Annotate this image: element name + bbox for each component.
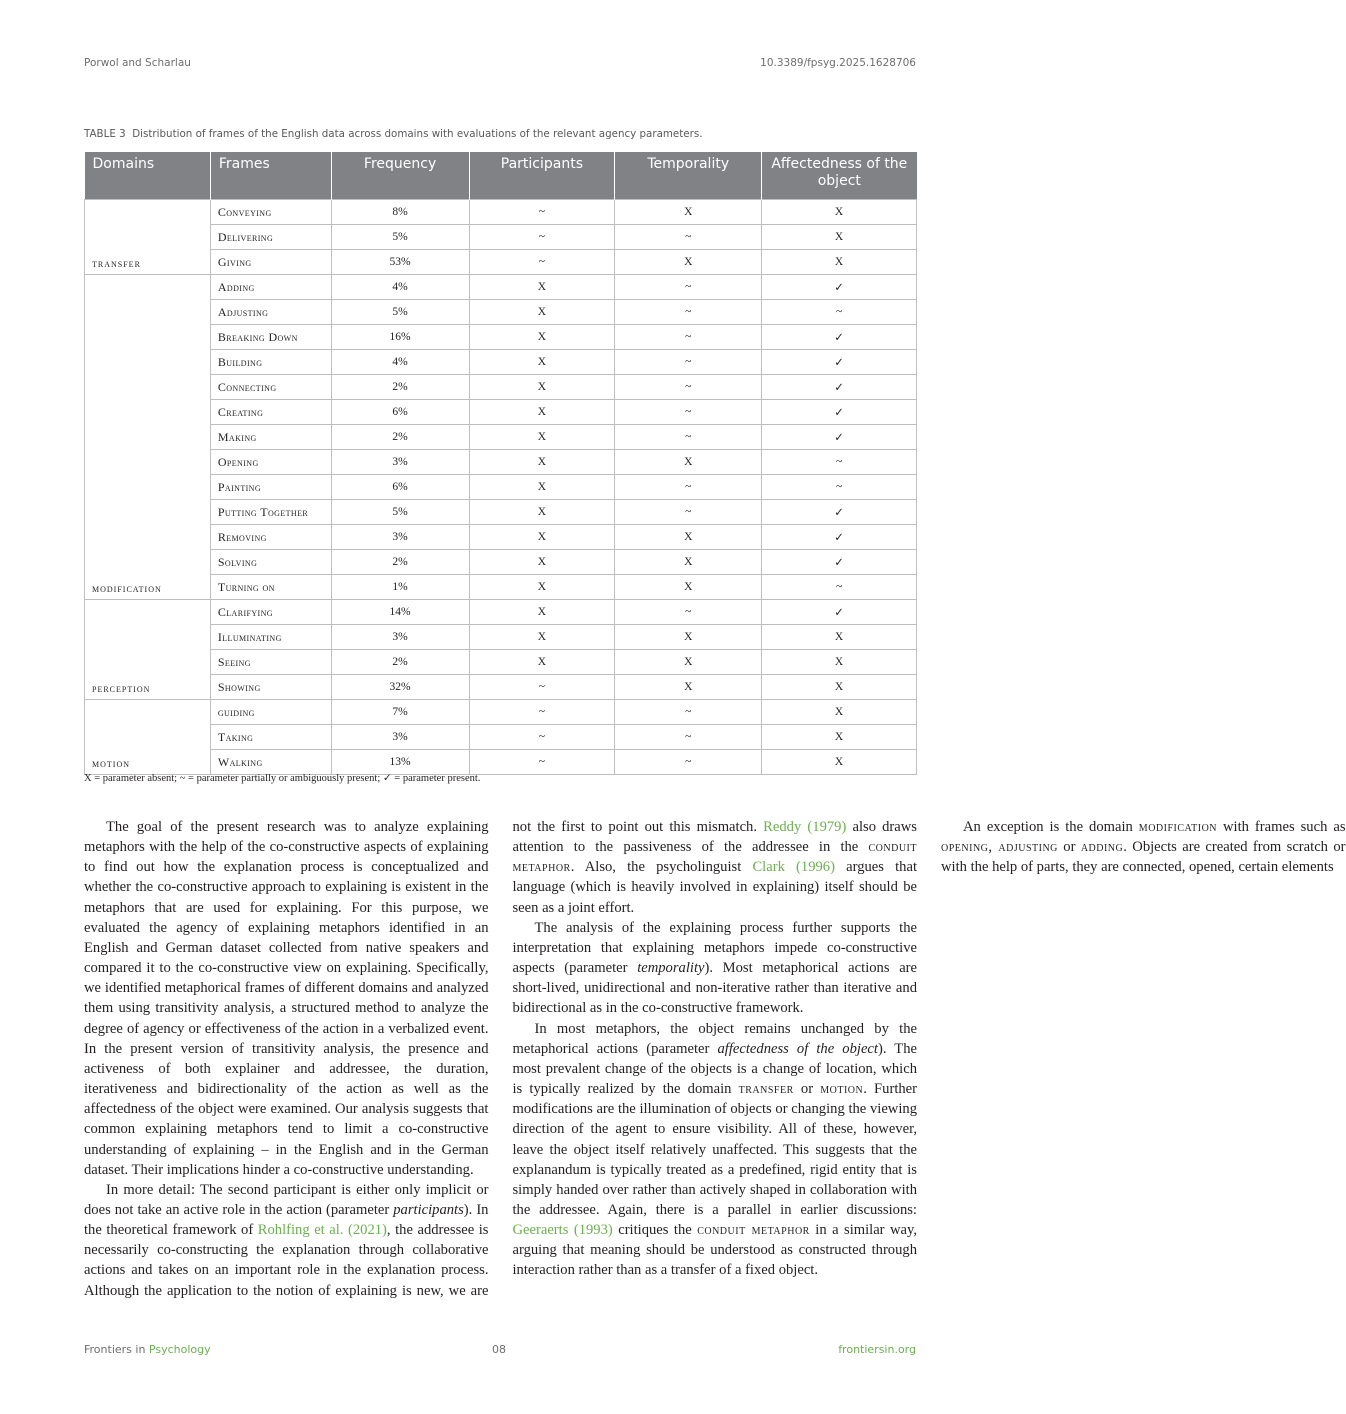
- footer-site-link[interactable]: frontiersin.org: [838, 1343, 916, 1356]
- frequency-cell: 5%: [331, 500, 469, 525]
- affectedness-cell: ✓: [762, 325, 917, 350]
- frequency-cell: 1%: [331, 575, 469, 600]
- frequency-cell: 14%: [331, 600, 469, 625]
- table-caption-text: Distribution of frames of the English data across domains with evaluations of the relevant agency parameters.: [132, 128, 703, 140]
- page-number: 08: [492, 1343, 506, 1356]
- temporality-cell: X: [615, 250, 762, 275]
- affectedness-cell: ✓: [762, 425, 917, 450]
- frame-cell: Giving: [210, 250, 331, 275]
- participants-cell: X: [469, 425, 615, 450]
- footer-journal: [84, 1343, 211, 1356]
- frame-cell: Putting Together: [210, 500, 331, 525]
- temporality-cell: X: [615, 450, 762, 475]
- column-header: Frames: [210, 152, 331, 200]
- text-run: . Further modifications are the illumination of objects or changing the viewing direction of the agent to ensure visibility. All of these, however, leave the object itself relatively unaffected. This suggests that the explanandum is typically treated as a predefined, rigid entity that is simply handed over rather than actively shaped in collaboration with the addressee. Again, there is a parallel in earlier discussions:: [512, 1081, 918, 1218]
- column-header: Participants: [469, 152, 615, 200]
- frame-cell: Delivering: [210, 225, 331, 250]
- affectedness-cell: X: [762, 675, 917, 700]
- affectedness-cell: X: [762, 725, 917, 750]
- text-run: also draws attention to the passiveness of the addressee in the: [512, 819, 917, 856]
- frequency-cell: 7%: [331, 700, 469, 725]
- participants-cell: X: [469, 325, 615, 350]
- participants-cell: ~: [469, 725, 615, 750]
- column-header: Domains: [85, 152, 211, 200]
- participants-cell: ~: [469, 200, 615, 225]
- participants-cell: X: [469, 350, 615, 375]
- frame-cell: Building: [210, 350, 331, 375]
- text-run: conduit metaphor: [697, 1222, 810, 1239]
- table-footnote: X = parameter absent; ~ = parameter partially or ambiguously present; ✓ = parameter present.: [84, 773, 481, 784]
- frequency-cell: 5%: [331, 300, 469, 325]
- temporality-cell: ~: [615, 275, 762, 300]
- temporality-cell: ~: [615, 700, 762, 725]
- paragraph: [84, 817, 489, 1180]
- text-run: . Objects are created from scratch or with the help of parts, they are connected, opened, certain elements: [941, 839, 1346, 876]
- temporality-cell: ~: [615, 725, 762, 750]
- temporality-cell: ~: [615, 375, 762, 400]
- text-run: modification: [1138, 819, 1218, 835]
- frequency-cell: 2%: [331, 375, 469, 400]
- affectedness-cell: X: [762, 750, 917, 775]
- frequency-cell: 6%: [331, 475, 469, 500]
- frame-cell: Painting: [210, 475, 331, 500]
- affectedness-cell: X: [762, 625, 917, 650]
- temporality-cell: ~: [615, 225, 762, 250]
- frame-cell: Adding: [210, 275, 331, 300]
- temporality-cell: ~: [615, 350, 762, 375]
- running-header-doi: 10.3389/fpsyg.2025.1628706: [760, 57, 916, 69]
- temporality-cell: X: [615, 625, 762, 650]
- frame-cell: Connecting: [210, 375, 331, 400]
- affectedness-cell: ✓: [762, 400, 917, 425]
- temporality-cell: X: [615, 650, 762, 675]
- text-run: with frames such as: [1217, 819, 1346, 835]
- frequency-cell: 2%: [331, 425, 469, 450]
- domain-cell: motion: [85, 700, 211, 775]
- table-caption: [84, 128, 703, 140]
- text-run: conduit metaphor: [512, 839, 917, 876]
- paragraph: [941, 817, 1346, 877]
- frequency-cell: 3%: [331, 525, 469, 550]
- text-run: In more detail: The second participant is either only implicit or does not take an active role in the action (parameter: [84, 1181, 489, 1218]
- frame-cell: Illuminating: [210, 625, 331, 650]
- column-header: Affectedness of the object: [762, 152, 917, 200]
- text-run: The analysis of the explaining process further supports the interpretation that explaining metaphors impede co-constructive aspects (parameter: [512, 919, 917, 977]
- text-run: opening, adjusting: [941, 839, 1058, 856]
- footer-journal-name: Psychology: [148, 1343, 211, 1356]
- body-text: [84, 817, 1346, 1303]
- temporality-cell: ~: [615, 600, 762, 625]
- frame-cell: Clarifying: [210, 600, 331, 625]
- affectedness-cell: ✓: [762, 550, 917, 575]
- citation-link[interactable]: Geeraerts (1993): [512, 1222, 613, 1239]
- frequency-cell: 6%: [331, 400, 469, 425]
- table-row: [85, 600, 917, 625]
- participants-cell: X: [469, 600, 615, 625]
- frame-cell: Breaking Down: [210, 325, 331, 350]
- frame-cell: Seeing: [210, 650, 331, 675]
- paragraph: [513, 1019, 918, 1281]
- text-run: motion: [820, 1081, 864, 1098]
- participants-cell: ~: [469, 750, 615, 775]
- participants-cell: X: [469, 500, 615, 525]
- text-run: . Also, the psycholinguist: [570, 859, 753, 876]
- frame-cell: Walking: [210, 750, 331, 775]
- temporality-cell: ~: [615, 425, 762, 450]
- frequency-cell: 2%: [331, 650, 469, 675]
- text-run: transfer: [738, 1081, 794, 1098]
- participants-cell: X: [469, 300, 615, 325]
- affectedness-cell: X: [762, 225, 917, 250]
- frequency-cell: 4%: [331, 275, 469, 300]
- frequency-cell: 16%: [331, 325, 469, 350]
- temporality-cell: X: [615, 575, 762, 600]
- paragraph: [513, 918, 918, 1019]
- frequency-cell: 53%: [331, 250, 469, 275]
- affectedness-cell: X: [762, 250, 917, 275]
- participants-cell: X: [469, 550, 615, 575]
- affectedness-cell: ~: [762, 475, 917, 500]
- participants-cell: ~: [469, 700, 615, 725]
- text-run: critiques the: [612, 1222, 698, 1239]
- affectedness-cell: ~: [762, 575, 917, 600]
- affectedness-cell: ✓: [762, 375, 917, 400]
- frame-cell: Turning on: [210, 575, 331, 600]
- text-run: or: [793, 1081, 821, 1098]
- frame-cell: Conveying: [210, 200, 331, 225]
- footer-journal-prefix: Frontiers in: [84, 1343, 149, 1356]
- text-run: or: [1057, 839, 1081, 856]
- participants-cell: X: [469, 450, 615, 475]
- affectedness-cell: ~: [762, 450, 917, 475]
- affectedness-cell: X: [762, 200, 917, 225]
- frame-cell: Solving: [210, 550, 331, 575]
- frame-cell: Making: [210, 425, 331, 450]
- column-header: Temporality: [615, 152, 762, 200]
- table-row: [85, 200, 917, 225]
- affectedness-cell: ✓: [762, 525, 917, 550]
- table-row: [85, 275, 917, 300]
- temporality-cell: ~: [615, 300, 762, 325]
- frame-cell: Showing: [210, 675, 331, 700]
- frequency-cell: 3%: [331, 450, 469, 475]
- citation-link[interactable]: Reddy (1979): [763, 819, 847, 835]
- affectedness-cell: ✓: [762, 600, 917, 625]
- text-run: ). Most metaphorical actions are short-lived, unidirectional and non-iterative rather than iterative and bidirectional as in the co-constructive framework.: [512, 960, 918, 1017]
- frame-cell: Removing: [210, 525, 331, 550]
- domain-cell: transfer: [85, 200, 211, 275]
- text-run: The goal of the present research was to analyze explaining metaphors with the help of the co-constructive aspects of explaining to find out how the explanation process is conceptualized and whether the co-constructive approach to explaining is existent in the metaphors that are used for explaining. For this purpose, we evaluated the agency of explaining metaphors identified in an English and German dataset collected from native speakers and compared it to the co-constructive view on explaining. Specifically, we identified metaphorical frames of different domains and analyzed them using transitivity analysis, a structured method to analyze the degree of agency or effectiveness of the action in a verbalized event. In the present version of transitivity analysis, the presence and activeness of both explainer and addressee, the duration, iterativeness and bidirectionality of the action as well as the affectedness of the object were examined. Our analysis suggests that common explaining metaphors tend to limit a co-constructive understanding of explaining – in the English and in the German dataset. Their implications hinder a co-constructive understanding.: [84, 819, 489, 1178]
- column-header: Frequency: [331, 152, 469, 200]
- frequency-cell: 5%: [331, 225, 469, 250]
- participants-cell: ~: [469, 225, 615, 250]
- text-run: affectedness of the object: [717, 1040, 878, 1057]
- participants-cell: X: [469, 575, 615, 600]
- affectedness-cell: X: [762, 700, 917, 725]
- citation-link[interactable]: Rohlfing et al. (2021): [257, 1222, 387, 1239]
- frame-cell: Creating: [210, 400, 331, 425]
- text-run: ). In the theoretical framework of: [84, 1201, 489, 1239]
- affectedness-cell: X: [762, 650, 917, 675]
- text-run: adding: [1080, 839, 1124, 856]
- text-run: argues that language (which is heavily involved in explaining) itself should be seen as a joint effort.: [512, 859, 918, 916]
- table-label: TABLE 3: [84, 128, 126, 140]
- temporality-cell: ~: [615, 475, 762, 500]
- frequency-cell: 3%: [331, 625, 469, 650]
- frequency-cell: 3%: [331, 725, 469, 750]
- temporality-cell: X: [615, 550, 762, 575]
- affectedness-cell: ✓: [762, 500, 917, 525]
- participants-cell: X: [469, 275, 615, 300]
- text-run: in a similar way, arguing that meaning should be understood as constructed through interaction rather than as a transfer of a fixed object.: [512, 1222, 917, 1279]
- affectedness-cell: ✓: [762, 275, 917, 300]
- temporality-cell: X: [615, 675, 762, 700]
- temporality-cell: ~: [615, 400, 762, 425]
- text-run: ). The most prevalent change of the objects is a change of location, which is typically realized by the domain: [512, 1040, 917, 1098]
- frequency-cell: 13%: [331, 750, 469, 775]
- participants-cell: X: [469, 525, 615, 550]
- frequency-cell: 2%: [331, 550, 469, 575]
- affectedness-cell: ✓: [762, 350, 917, 375]
- text-run: An exception is the domain: [963, 819, 1139, 835]
- temporality-cell: X: [615, 200, 762, 225]
- citation-link[interactable]: Clark (1996): [752, 859, 835, 876]
- frequency-cell: 4%: [331, 350, 469, 375]
- temporality-cell: X: [615, 525, 762, 550]
- participants-cell: X: [469, 475, 615, 500]
- participants-cell: X: [469, 650, 615, 675]
- text-run: participants: [393, 1201, 464, 1218]
- frame-cell: Taking: [210, 725, 331, 750]
- domain-cell: modification: [85, 275, 211, 600]
- frame-cell: Adjusting: [210, 300, 331, 325]
- temporality-cell: ~: [615, 500, 762, 525]
- domain-cell: perception: [85, 600, 211, 700]
- running-header-authors: Porwol and Scharlau: [84, 57, 191, 69]
- participants-cell: X: [469, 625, 615, 650]
- frame-cell: guiding: [210, 700, 331, 725]
- participants-cell: X: [469, 400, 615, 425]
- frequency-cell: 32%: [331, 675, 469, 700]
- frame-cell: Opening: [210, 450, 331, 475]
- participants-cell: ~: [469, 675, 615, 700]
- table-row: [85, 700, 917, 725]
- frames-table: [84, 152, 917, 775]
- participants-cell: X: [469, 375, 615, 400]
- participants-cell: ~: [469, 250, 615, 275]
- text-run: temporality: [637, 960, 705, 977]
- frequency-cell: 8%: [331, 200, 469, 225]
- text-run: In most metaphors, the object remains unchanged by the metaphorical actions (parameter: [512, 1020, 917, 1057]
- text-run: , the addressee is necessarily co-constructing the explanation through collaborative actions and takes on an important role in the explanation process. Although the application to the notion of explaining is new, we are not the first to point out this mismatch.: [84, 819, 764, 1299]
- temporality-cell: ~: [615, 750, 762, 775]
- affectedness-cell: ~: [762, 300, 917, 325]
- temporality-cell: ~: [615, 325, 762, 350]
